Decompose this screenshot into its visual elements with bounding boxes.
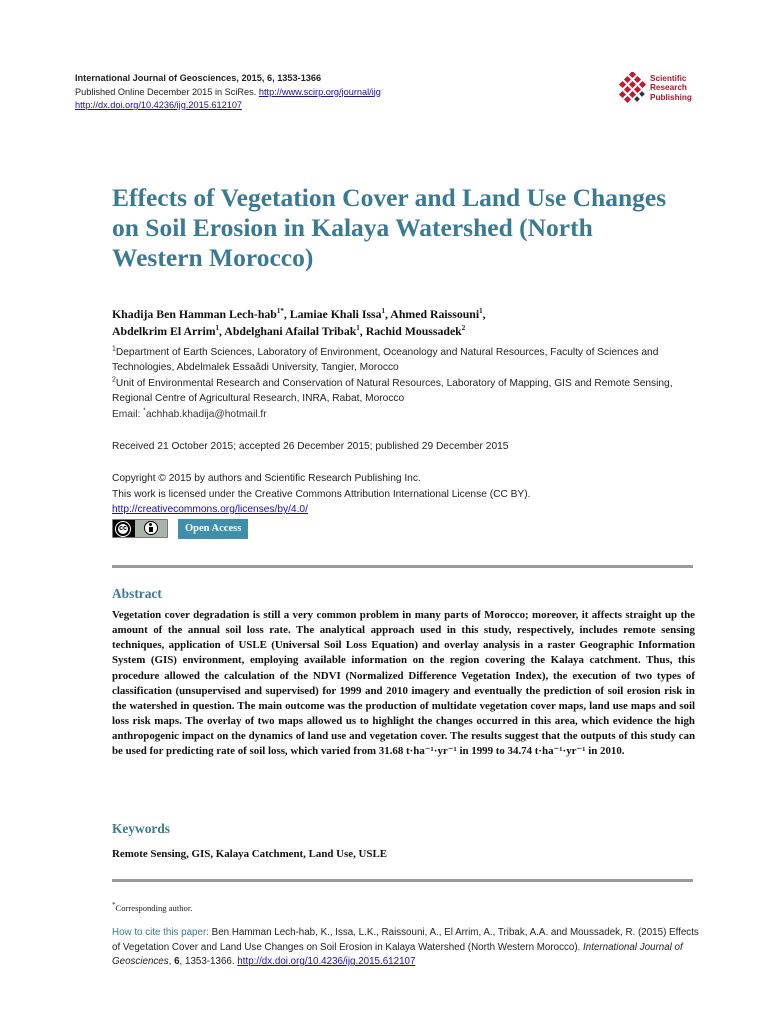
author-name: Rachid Moussadek xyxy=(365,324,462,338)
author-separator: , xyxy=(482,307,486,321)
cite-label: How to cite this paper: xyxy=(112,927,209,938)
affiliation-text: Unit of Environmental Research and Conservation of Natural Resources, Laboratory of Mapping, GIS and Remote Sensing, Regional Centre of Agricultural Research, INRA, Rabat, Morocco xyxy=(112,377,673,405)
journal-header xyxy=(75,72,615,113)
publisher-logo-text xyxy=(650,74,692,102)
cc-by-badge[interactable] xyxy=(112,519,168,538)
author-sup: 1* xyxy=(276,307,284,316)
section-divider xyxy=(112,565,693,568)
email-label: Email: xyxy=(112,408,144,420)
journal-url-link[interactable]: http://www.scirp.org/journal/ijg xyxy=(258,86,381,97)
cite-journal: International Journal of Geosciences xyxy=(112,941,683,968)
author-name: Ahmed Raissouni xyxy=(390,307,480,321)
copyright-line: Copyright © 2015 by authors and Scientific Research Publishing Inc. xyxy=(112,473,421,484)
author-sup: 2 xyxy=(461,324,466,333)
cite-pages: , 1353-1366. xyxy=(179,956,238,968)
affiliation-sup: 2 xyxy=(112,376,116,384)
logo-line-3: Publishing xyxy=(650,92,692,102)
publisher-diamond-logo-icon xyxy=(618,72,648,108)
author-sup: 1 xyxy=(356,324,360,333)
author-name: Abdelkrim El Arrim xyxy=(112,324,216,338)
affiliations xyxy=(112,345,682,422)
cite-authors-title: Ben Hamman Lech-hab, K., Issa, L.K., Raissouni, A., El Arrim, A., Tribak, A.A. and Moussadek, R. (2015) Effects of Vegetation Cover and Land Use Changes on Soil Erosion in Kalaya Watershed (North Western Morocco). xyxy=(112,927,699,953)
footnote-sup: * xyxy=(112,901,116,910)
author-sup: 1 xyxy=(381,307,386,316)
open-access-badge[interactable]: Open Access xyxy=(178,519,248,539)
cc-icon: cc xyxy=(116,522,130,536)
affiliation-sup: 1 xyxy=(112,345,116,353)
how-to-cite xyxy=(112,926,702,970)
journal-citation: International Journal of Geosciences, 2015, 6, 1353-1366 xyxy=(75,73,322,83)
received-dates: Received 21 October 2015; accepted 26 December 2015; published 29 December 2015 xyxy=(112,441,509,452)
abstract-text: Vegetation cover degradation is still a very common problem in many parts of Morocco; moreover, it affects straight up the amount of the annual soil loss rate. The analytical approach used in this study, respectively, includes remote sensing techniques, application of USLE (Universal Soil Loss Equation) and overlay analysis in a raster Geographic Information System (GIS) environment, employing available information on the region covering the Kalaya catchment. Thus, this procedure allowed the calculation of the NDVI (Normalized Difference Vegetation Index), the execution of two types of classification (unsupervised and supervised) for 1999 and 2010 imagery and eventually the prediction of soil erosion risk in the watershed in question. The main outcome was the production of multidate vegetation cover maps, land use maps and soil loss risk maps. The overlay of two maps allowed us to highlight the changes occurred in this area, which evidence the high anthropogenic impact on the dynamics of land use and vegetation cover. The results suggest that the outputs of this study can be used for predicting rate of soil loss, which varied from 31.68 t·ha⁻¹·yr⁻¹ in 1999 to 34.74 t·ha⁻¹·yr⁻¹ in 2010. xyxy=(112,609,695,758)
by-badge-section xyxy=(135,520,167,537)
cite-volume: 6 xyxy=(174,956,180,968)
attribution-person-icon xyxy=(144,521,158,535)
email-sup: * xyxy=(143,407,146,415)
header-doi-link[interactable]: http://dx.doi.org/10.4236/ijg.2015.612107 xyxy=(75,100,243,110)
author-separator: , xyxy=(385,307,391,321)
email-address[interactable]: achhab.khadija@hotmail.fr xyxy=(145,408,267,420)
cite-doi-link[interactable]: http://dx.doi.org/10.4236/ijg.2015.612107 xyxy=(237,956,416,968)
corresponding-email xyxy=(112,407,682,422)
author-sup: 1 xyxy=(479,307,483,316)
copyright-block xyxy=(112,471,682,518)
author-name: Lamiae Khali Issa xyxy=(289,307,382,321)
footnote-text: Corresponding author. xyxy=(115,903,193,913)
paper-title: Effects of Vegetation Cover and Land Use Changes on Soil Erosion in Kalaya Watershed (North Western Morocco) xyxy=(112,183,667,272)
affiliation-2 xyxy=(112,376,682,407)
keywords-heading: Keywords xyxy=(112,821,171,836)
author-name: Khadija Ben Hamman Lech-hab xyxy=(112,307,277,321)
publisher-logo xyxy=(618,72,728,112)
keywords-text: Remote Sensing, GIS, Kalaya Catchment, Land Use, USLE xyxy=(112,848,388,860)
section-divider xyxy=(112,879,693,882)
logo-line-2: Research xyxy=(650,83,687,93)
author-separator: , xyxy=(359,324,366,338)
published-online-text: Published Online December 2015 in SciRes. xyxy=(75,86,257,97)
author-list xyxy=(112,306,672,340)
logo-line-1: Scientific xyxy=(650,74,687,83)
abstract-heading: Abstract xyxy=(112,586,162,601)
cite-separator: , xyxy=(168,956,175,968)
license-url-link[interactable]: http://creativecommons.org/licenses/by/4.0/ xyxy=(112,504,308,515)
affiliation-1 xyxy=(112,345,682,376)
author-separator: , xyxy=(219,324,225,338)
corresponding-author-footnote xyxy=(112,903,192,913)
publication-line xyxy=(75,86,615,100)
affiliation-text: Department of Earth Sciences, Laboratory of Environment, Oceanology and Natural Resources, Faculty of Sciences and Technologies, Abdelmalek Essaâdi University, Tangier, Morocco xyxy=(112,347,659,374)
author-name: Abdelghani Afailal Tribak xyxy=(224,324,357,338)
author-separator: , xyxy=(283,307,290,321)
license-line: This work is licensed under the Creative Commons Attribution International License (CC BY). xyxy=(112,488,531,500)
author-sup: 1 xyxy=(215,324,220,333)
